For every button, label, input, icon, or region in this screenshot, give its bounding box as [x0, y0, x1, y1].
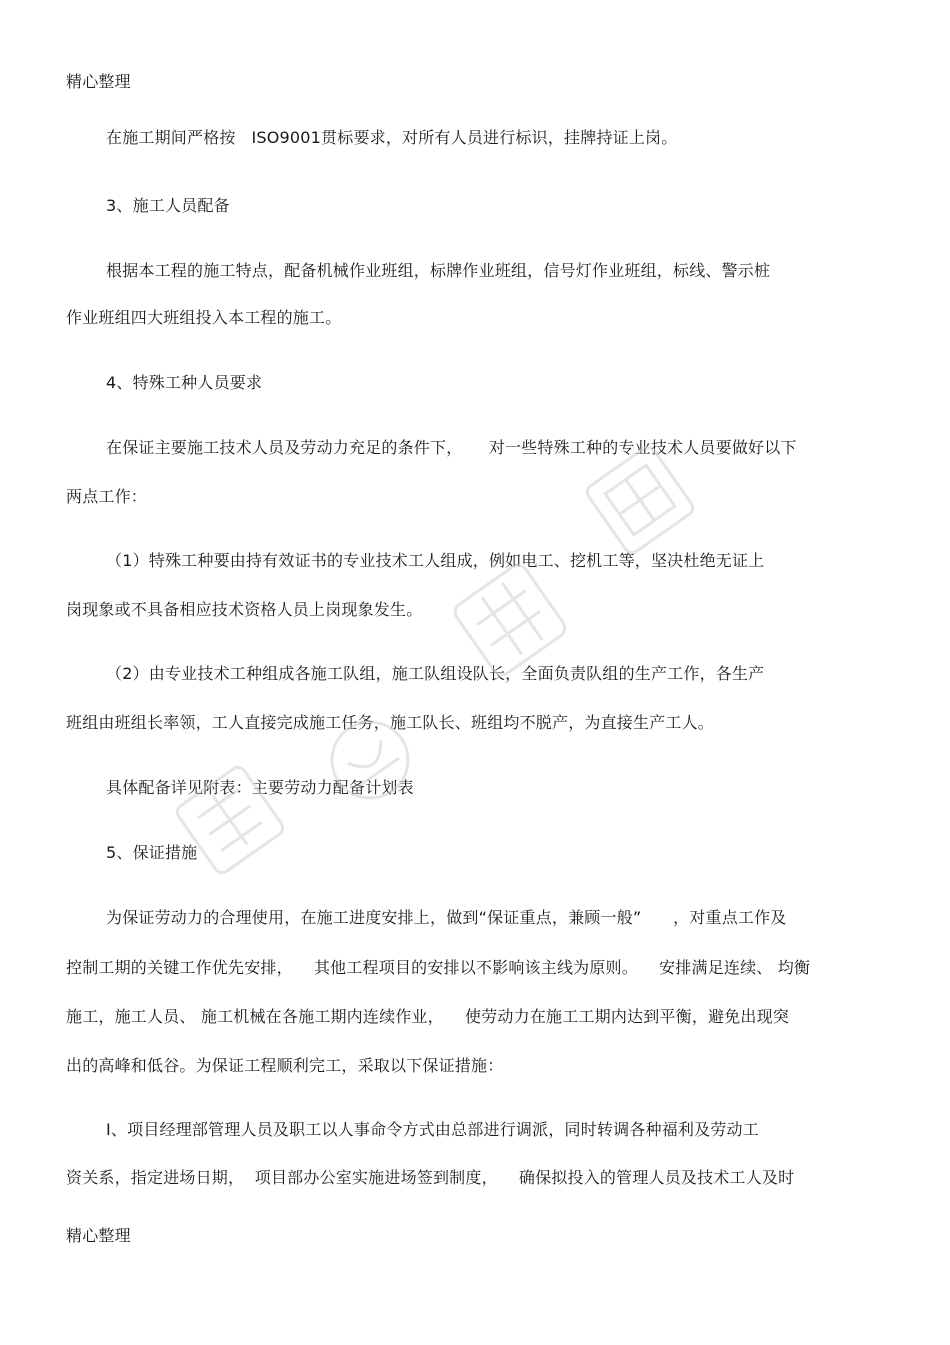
page-header: 精心整理 — [66, 72, 131, 91]
paragraph-line: 控制工期的关键工作优先安排， 其他工程项目的安排以不影响该主线为原则。 安排满足连续、 均衡 — [66, 958, 811, 977]
paragraph-line: 在保证主要施工技术人员及劳动力充足的条件下， 对一些特殊工种的专业技术人员要做好以下 — [106, 438, 797, 457]
paragraph-line: 根据本工程的施工特点，配备机械作业班组，标牌作业班组，信号灯作业班组，标线、警示桩 — [106, 261, 771, 280]
section-heading: 3、施工人员配备 — [106, 196, 230, 215]
section-heading: 5、保证措施 — [106, 843, 198, 862]
paragraph-line: 班组由班组长率领，工人直接完成施工任务，施工队长、班组均不脱产，为直接生产工人。 — [66, 713, 715, 732]
page-footer: 精心整理 — [66, 1226, 131, 1245]
section-heading: 4、特殊工种人员要求 — [106, 373, 263, 392]
paragraph-line: 两点工作： — [66, 487, 148, 506]
paragraph-line: 岗现象或不具备相应技术资格人员上岗现象发生。 — [66, 600, 423, 619]
paragraph-line: 为保证劳动力的合理使用，在施工进度安排上，做到“保证重点，兼顾一般” ，对重点工作及 — [106, 908, 787, 927]
paragraph-line: 具体配备详见附表：主要劳动力配备计划表 — [106, 778, 414, 797]
paragraph-line: 作业班组四大班组投入本工程的施工。 — [66, 308, 342, 327]
paragraph-line: 在施工期间严格按 ISO9001贯标要求，对所有人员进行标识，挂牌持证上岗。 — [106, 128, 678, 147]
paragraph-line: Ⅰ、项目经理部管理人员及职工以人事命令方式由总部进行调派，同时转调各种福利及劳动工 — [106, 1120, 759, 1139]
paragraph-line: （1）特殊工种要由持有效证书的专业技术工人组成，例如电工、挖机工等，坚决杜绝无证上 — [106, 551, 765, 570]
paragraph-line: （2）由专业技术工种组成各施工队组，施工队组设队长，全面负责队组的生产工作，各生产 — [106, 664, 765, 683]
paragraph-line: 出的高峰和低谷。为保证工程顺利完工，采取以下保证措施： — [66, 1056, 504, 1075]
paragraph-line: 资关系，指定进场日期， 项目部办公室实施进场签到制度， 确保拟投入的管理人员及技术工人及时 — [66, 1168, 795, 1187]
paragraph-line: 施工，施工人员、 施工机械在各施工期内连续作业， 使劳动力在施工工期内达到平衡，避免出现突 — [66, 1007, 790, 1026]
